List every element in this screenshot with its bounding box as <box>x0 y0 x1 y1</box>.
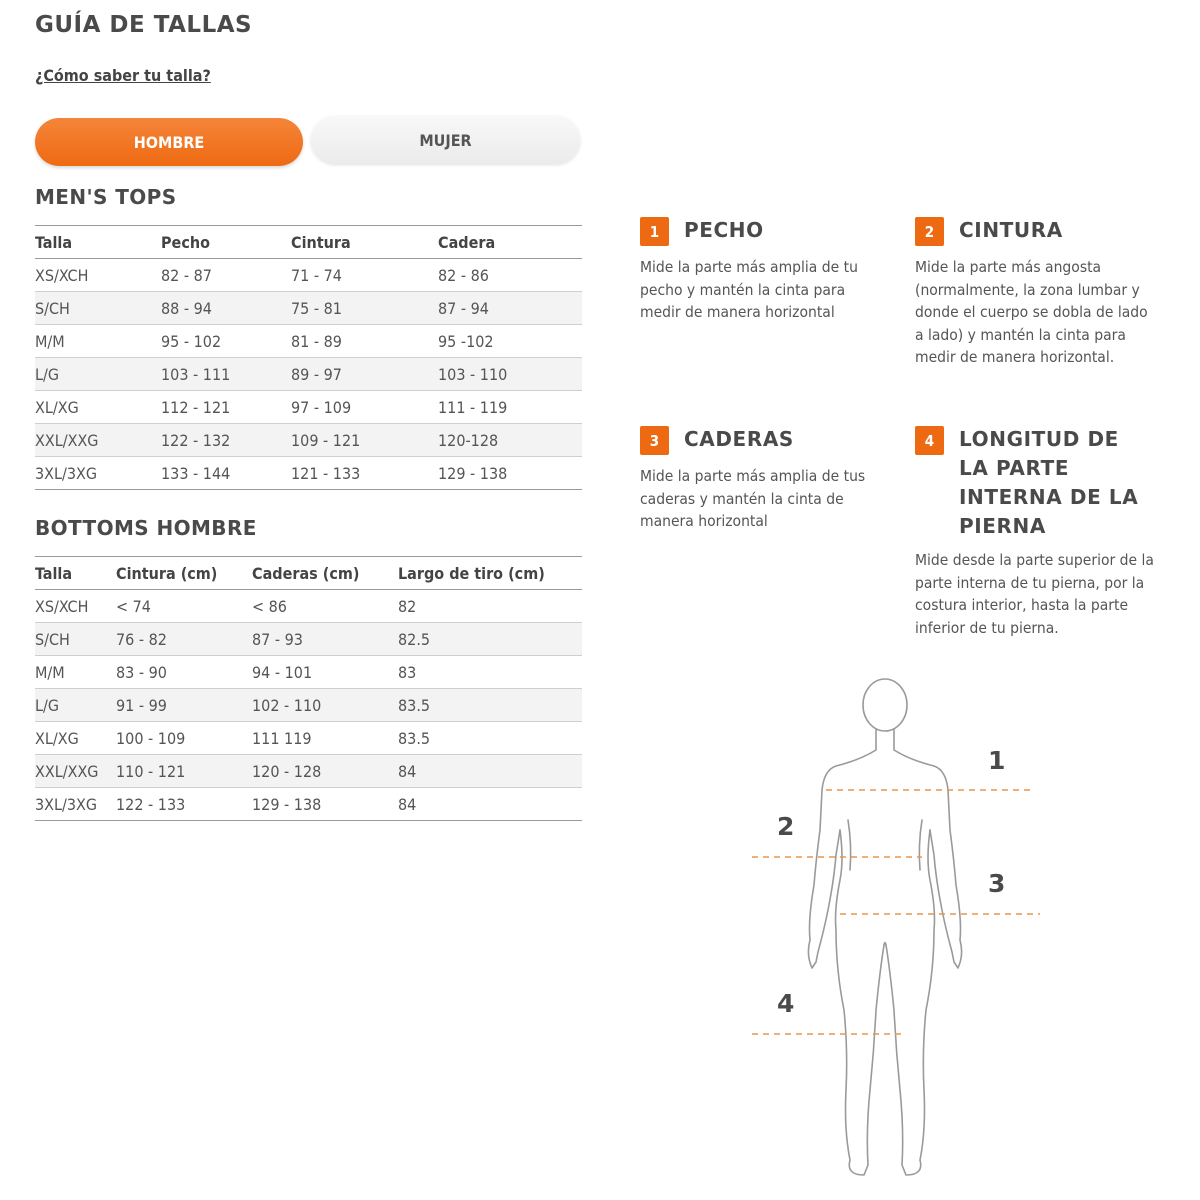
table-cell: 89 - 97 <box>291 358 438 391</box>
measurement-lines <box>752 790 1040 1034</box>
bottoms-section-title: BOTTOMS HOMBRE <box>35 516 257 540</box>
table-cell: XXL/XXG <box>35 424 161 457</box>
measure-cintura <box>915 216 1155 369</box>
table-row <box>35 689 582 722</box>
table-cell: L/G <box>35 358 161 391</box>
tops-size-table <box>35 225 582 490</box>
body-measurement-figure <box>740 670 1060 1190</box>
page-title: GUÍA DE TALLAS <box>35 12 253 38</box>
table-cell: 95 - 102 <box>161 325 291 358</box>
measure-badge: 4 <box>915 426 944 455</box>
table-cell: 100 - 109 <box>116 722 252 755</box>
table-cell: < 86 <box>252 590 398 623</box>
table-cell: 129 - 138 <box>438 457 582 490</box>
table-cell: 112 - 121 <box>161 391 291 424</box>
measure-description: Mide la parte más amplia de tus caderas y mantén la cinta de manera horizontal <box>640 467 866 530</box>
table-row <box>35 590 582 623</box>
table-cell: 122 - 133 <box>116 788 252 821</box>
column-header: Cadera <box>438 226 582 259</box>
table-cell: 120 - 128 <box>252 755 398 788</box>
table-cell: 110 - 121 <box>116 755 252 788</box>
table-cell: 103 - 110 <box>438 358 582 391</box>
figure-label-4: 4 <box>777 989 795 1018</box>
table-cell: 111 119 <box>252 722 398 755</box>
body-outline-icon <box>808 679 961 1175</box>
table-cell: L/G <box>35 689 116 722</box>
table-row <box>35 623 582 656</box>
table-cell: 95 -102 <box>438 325 582 358</box>
measure-title: CINTURA <box>959 218 1063 242</box>
table-cell: 121 - 133 <box>291 457 438 490</box>
gender-tabs <box>35 116 580 166</box>
column-header: Cintura (cm) <box>116 557 252 590</box>
table-row <box>35 358 582 391</box>
tops-section-title: MEN'S TOPS <box>35 185 177 209</box>
measure-pecho <box>640 216 875 324</box>
measure-title: LONGITUD DE LA PARTE INTERNA DE LA PIERNA <box>959 427 1139 538</box>
table-cell: 83 <box>398 656 582 689</box>
table-row <box>35 457 582 490</box>
table-row <box>35 656 582 689</box>
table-cell: 3XL/3XG <box>35 457 161 490</box>
column-header: Cintura <box>291 226 438 259</box>
table-cell: 97 - 109 <box>291 391 438 424</box>
table-cell: XS/XCH <box>35 590 116 623</box>
table-row <box>35 325 582 358</box>
table-cell: 120-128 <box>438 424 582 457</box>
measure-badge: 1 <box>640 217 669 246</box>
table-cell: 82 - 86 <box>438 259 582 292</box>
measure-description: Mide desde la parte superior de la parte interna de tu pierna, por la costura interior, hasta la parte inferior de tu pierna. <box>915 551 1154 637</box>
table-cell: M/M <box>35 656 116 689</box>
column-header: Talla <box>35 226 161 259</box>
table-cell: 82 <box>398 590 582 623</box>
table-cell: 87 - 93 <box>252 623 398 656</box>
table-row <box>35 391 582 424</box>
table-cell: 82.5 <box>398 623 582 656</box>
table-cell: 87 - 94 <box>438 292 582 325</box>
table-cell: 3XL/3XG <box>35 788 116 821</box>
table-cell: S/CH <box>35 623 116 656</box>
table-cell: M/M <box>35 325 161 358</box>
figure-label-1: 1 <box>988 746 1006 775</box>
table-cell: 71 - 74 <box>291 259 438 292</box>
column-header: Talla <box>35 557 116 590</box>
measure-badge: 2 <box>915 217 944 246</box>
figure-label-2: 2 <box>777 812 795 841</box>
table-cell: 133 - 144 <box>161 457 291 490</box>
bottoms-size-table <box>35 556 582 821</box>
figure-label-3: 3 <box>988 869 1006 898</box>
table-cell: 84 <box>398 755 582 788</box>
measure-badge: 3 <box>640 426 669 455</box>
tab-mujer[interactable]: MUJER <box>311 116 580 164</box>
table-cell: 94 - 101 <box>252 656 398 689</box>
table-cell: XL/XG <box>35 722 116 755</box>
table-cell: XS/XCH <box>35 259 161 292</box>
table-row <box>35 292 582 325</box>
table-cell: 111 - 119 <box>438 391 582 424</box>
table-cell: 109 - 121 <box>291 424 438 457</box>
table-row <box>35 788 582 821</box>
column-header: Caderas (cm) <box>252 557 398 590</box>
column-header: Largo de tiro (cm) <box>398 557 582 590</box>
measure-caderas <box>640 425 875 533</box>
table-cell: 81 - 89 <box>291 325 438 358</box>
table-cell: 82 - 87 <box>161 259 291 292</box>
tab-hombre[interactable]: HOMBRE <box>35 118 303 166</box>
measure-title: CADERAS <box>684 427 794 451</box>
table-row <box>35 424 582 457</box>
table-cell: < 74 <box>116 590 252 623</box>
table-cell: 88 - 94 <box>161 292 291 325</box>
table-cell: XL/XG <box>35 391 161 424</box>
measure-description: Mide la parte más angosta (normalmente, la zona lumbar y donde el cuerpo se dobla de lado a lado) y mantén la cinta para medir de manera horizontal. <box>915 258 1148 366</box>
table-row <box>35 722 582 755</box>
table-cell: 102 - 110 <box>252 689 398 722</box>
table-cell: 129 - 138 <box>252 788 398 821</box>
table-cell: 83 - 90 <box>116 656 252 689</box>
table-cell: 83.5 <box>398 722 582 755</box>
column-header: Pecho <box>161 226 291 259</box>
table-cell: XXL/XXG <box>35 755 116 788</box>
table-cell: 103 - 111 <box>161 358 291 391</box>
table-row <box>35 755 582 788</box>
measure-description: Mide la parte más amplia de tu pecho y mantén la cinta para medir de manera horizontal <box>640 258 858 321</box>
table-cell: 75 - 81 <box>291 292 438 325</box>
table-cell: 84 <box>398 788 582 821</box>
how-to-measure-link[interactable]: ¿Cómo saber tu talla? <box>35 66 211 85</box>
measure-title: PECHO <box>684 218 764 242</box>
measure-longitud-pierna <box>915 425 1155 639</box>
table-cell: 91 - 99 <box>116 689 252 722</box>
body-outline-illustration <box>740 670 1060 1190</box>
table-row <box>35 259 582 292</box>
table-cell: S/CH <box>35 292 161 325</box>
table-cell: 122 - 132 <box>161 424 291 457</box>
table-cell: 83.5 <box>398 689 582 722</box>
table-cell: 76 - 82 <box>116 623 252 656</box>
